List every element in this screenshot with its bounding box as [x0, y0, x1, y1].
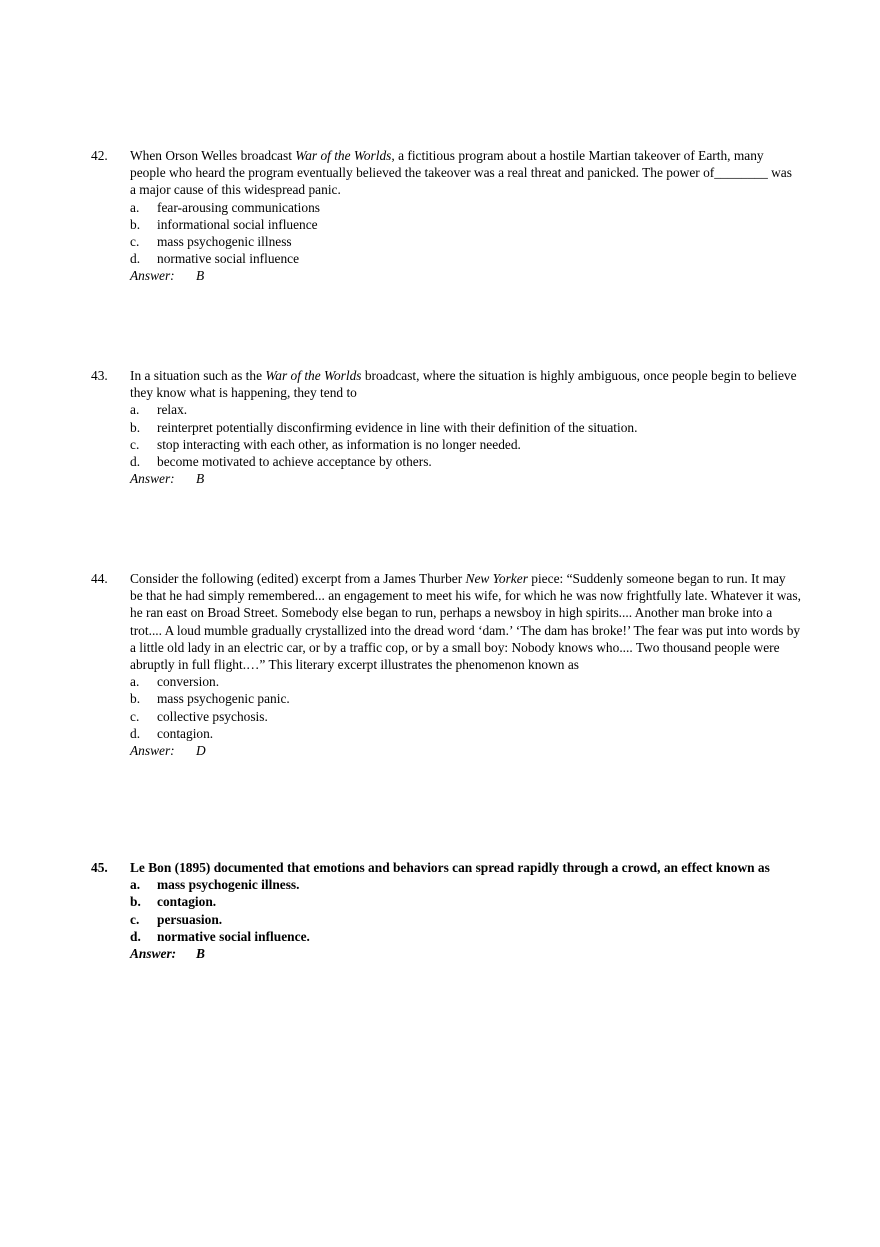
answer-label: Answer: — [130, 946, 177, 962]
answer-line — [91, 742, 801, 759]
question-number: 43. — [91, 368, 108, 383]
answer-value: B — [196, 268, 205, 284]
question-44 — [91, 570, 801, 759]
question-stem — [91, 147, 801, 199]
options-list — [91, 673, 801, 742]
option-c — [91, 911, 801, 928]
option-letter: d. — [130, 928, 141, 944]
question-stem — [91, 570, 801, 673]
option-letter: a. — [130, 674, 140, 690]
option-letter: c. — [130, 436, 140, 452]
option-letter: c. — [130, 708, 140, 724]
stem-text: , a fictitious program about a hostile Martian takeover of Earth, many people who heard the program eventually believed the takeover was a real threat and panicked. The power of________ was a major cause of this widespread panic. — [130, 148, 792, 198]
question-number: 44. — [91, 571, 108, 586]
option-text: informational social influence — [157, 216, 318, 232]
option-letter: a. — [130, 877, 141, 893]
option-text: normative social influence. — [157, 928, 310, 944]
question-45 — [91, 859, 801, 962]
stem-title: War of the Worlds — [295, 148, 392, 163]
option-letter: d. — [130, 725, 141, 741]
option-d — [91, 725, 801, 742]
stem-text: broadcast, where the situation is highly ambiguous, once people begin to believe they know what is happening, they tend to — [130, 368, 797, 401]
option-b — [91, 893, 801, 910]
question-42 — [91, 147, 801, 285]
option-b — [91, 690, 801, 707]
option-a — [91, 876, 801, 893]
option-text: reinterpret potentially disconfirming evidence in line with their definition of the situation. — [157, 419, 638, 435]
option-text: fear-arousing communications — [157, 199, 320, 215]
question-43 — [91, 367, 801, 487]
answer-value: B — [196, 471, 205, 487]
stem-text: Le Bon (1895) documented that emotions and behaviors can spread rapidly through a crowd, an effect known as — [130, 860, 770, 875]
question-stem — [91, 367, 801, 401]
answer-value: B — [196, 946, 205, 962]
option-a — [91, 673, 801, 690]
option-letter: a. — [130, 199, 140, 215]
option-text: mass psychogenic panic. — [157, 691, 290, 707]
option-text: conversion. — [157, 674, 220, 690]
option-letter: d. — [130, 454, 141, 470]
option-b — [91, 419, 801, 436]
option-text: stop interacting with each other, as information is no longer needed. — [157, 436, 521, 452]
question-number: 42. — [91, 148, 108, 163]
option-c — [91, 233, 801, 250]
answer-label: Answer: — [130, 743, 175, 759]
option-text: contagion. — [157, 894, 217, 910]
stem-text: Consider the following (edited) excerpt from a James Thurber — [130, 571, 466, 586]
answer-line — [91, 945, 801, 962]
answer-value: D — [196, 743, 206, 759]
option-letter: c. — [130, 911, 140, 927]
options-list — [91, 401, 801, 470]
stem-title: War of the Worlds — [265, 368, 362, 383]
option-d — [91, 250, 801, 267]
option-text: mass psychogenic illness. — [157, 877, 300, 893]
options-list — [91, 199, 801, 268]
option-text: relax. — [157, 402, 188, 418]
option-d — [91, 453, 801, 470]
option-letter: b. — [130, 691, 141, 707]
question-stem — [91, 859, 801, 876]
stem-text: piece: “Suddenly someone began to run. It may be that he had simply remembered... an engagement to meet his wife, for which he was now frightfully late. Whatever it was, he ran east on Broad Street. Somebody else began to run, perhaps a newsboy in high spirits.... Another man broke into a trot.... A loud mumble gradually crystallized into the dread word ‘dam.’ ‘The dam has broke!’ The fear was put into words by a little old lady in an electric car, or by a traffic cop, or by a small boy: Nobody knows who.... Two thousand people were abruptly in full flight.…” This literary excerpt illustrates the phenomenon known as — [130, 571, 801, 673]
option-a — [91, 199, 801, 216]
option-letter: c. — [130, 234, 140, 250]
option-letter: b. — [130, 894, 141, 910]
option-text: become motivated to achieve acceptance by others. — [157, 454, 432, 470]
option-letter: a. — [130, 402, 140, 418]
stem-text: When Orson Welles broadcast — [130, 148, 296, 163]
answer-line — [91, 267, 801, 284]
option-letter: b. — [130, 419, 141, 435]
option-text: contagion. — [157, 725, 214, 741]
option-text: mass psychogenic illness — [157, 234, 292, 250]
options-list — [91, 876, 801, 945]
stem-text: In a situation such as the — [130, 368, 266, 383]
option-letter: b. — [130, 216, 141, 232]
option-text: collective psychosis. — [157, 708, 268, 724]
option-d — [91, 928, 801, 945]
option-letter: d. — [130, 251, 141, 267]
option-c — [91, 708, 801, 725]
answer-label: Answer: — [130, 268, 175, 284]
option-text: persuasion. — [157, 911, 223, 927]
option-a — [91, 401, 801, 418]
answer-label: Answer: — [130, 471, 175, 487]
option-c — [91, 436, 801, 453]
option-text: normative social influence — [157, 251, 300, 267]
stem-title: New Yorker — [465, 571, 528, 586]
question-number: 45. — [91, 860, 108, 875]
option-b — [91, 216, 801, 233]
answer-line — [91, 470, 801, 487]
